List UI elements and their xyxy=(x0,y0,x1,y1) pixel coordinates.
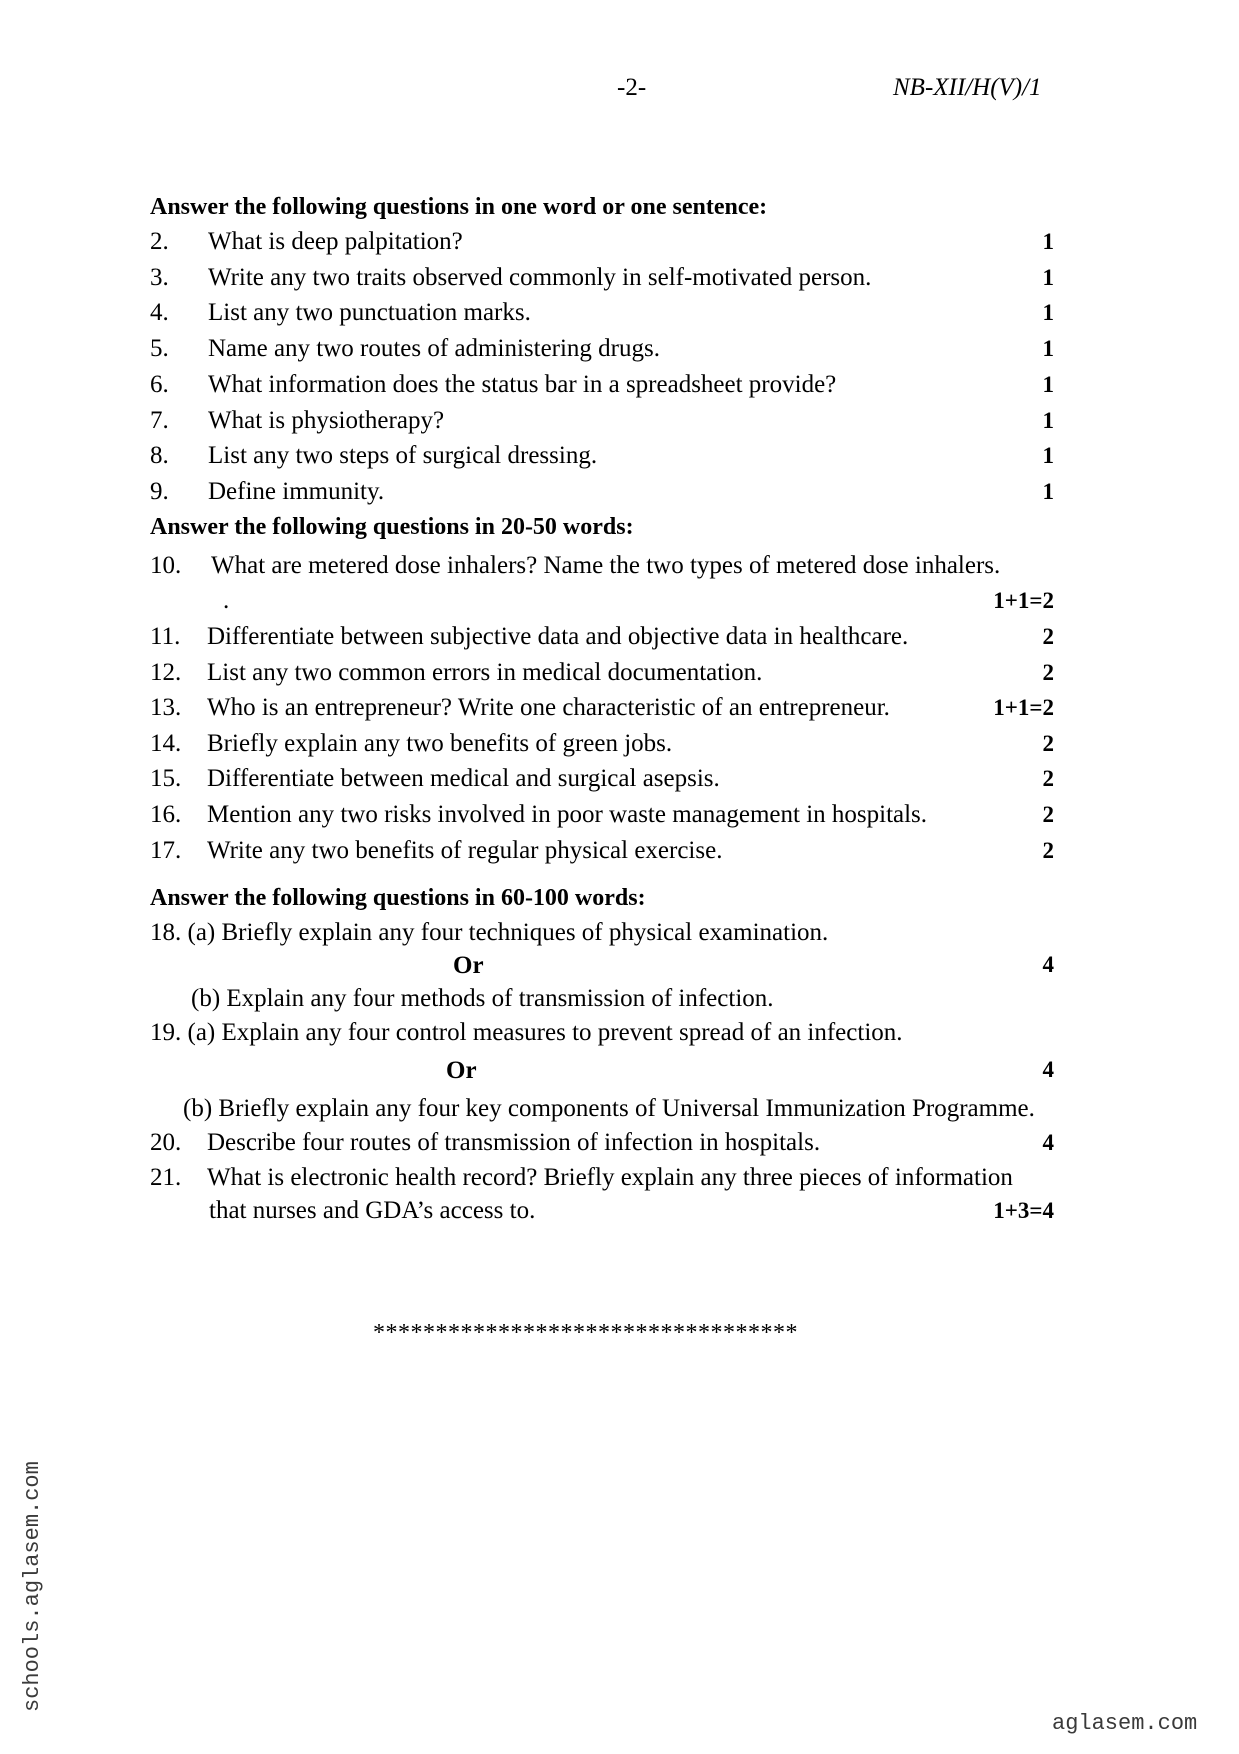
question-marks: 2 xyxy=(1042,730,1054,756)
paper-code: NB-XII/H(V)/1 xyxy=(893,74,1042,101)
question-marks: 1+1=2 xyxy=(993,588,1054,613)
question-text: Mention any two risks involved in poor waste management in hospitals. xyxy=(207,801,928,828)
question-number: 14. xyxy=(150,729,182,757)
question-number: 8. xyxy=(150,442,169,470)
question-text: Who is an entrepreneur? Write one characteristic of an entrepreneur. xyxy=(207,694,890,722)
question-text: Differentiate between medical and surgical asepsis. xyxy=(207,765,720,793)
question-marks: 2 xyxy=(1042,659,1054,685)
question-text: Define immunity. xyxy=(208,477,385,505)
watermark-bottom: aglasem.com xyxy=(1052,1711,1198,1736)
question-text: List any two steps of surgical dressing. xyxy=(208,442,598,470)
or-label: Or xyxy=(453,952,484,979)
question-number: 4. xyxy=(150,299,169,327)
question-marks: 1 xyxy=(1042,300,1054,326)
question-number: 17. xyxy=(150,836,182,864)
question-marks: 1+1=2 xyxy=(993,695,1054,721)
question-marks: 1+3=4 xyxy=(993,1198,1054,1223)
question-text: What is physiotherapy? xyxy=(208,406,445,434)
question-text: What are metered dose inhalers? Name the two types of metered dose inhalers. xyxy=(211,552,1001,579)
question-18a: 18. (a) Briefly explain any four techniques of physical examination. xyxy=(150,919,829,946)
question-number: 9. xyxy=(150,477,169,505)
question-text: What is deep palpitation? xyxy=(208,228,463,255)
question-marks: 1 xyxy=(1042,371,1054,397)
question-number: 10. xyxy=(150,552,182,579)
question-number: 13. xyxy=(150,694,182,722)
question-marks: 1 xyxy=(1042,264,1054,290)
continuation-dot: . xyxy=(223,587,230,614)
question-text-line1: What is electronic health record? Briefly explain any three pieces of information xyxy=(207,1164,1013,1191)
question-text: Differentiate between subjective data and objective data in healthcare. xyxy=(207,623,909,650)
question-text: Write any two traits observed commonly in self-motivated person. xyxy=(208,263,872,291)
question-marks: 4 xyxy=(1042,1130,1054,1155)
question-text: Describe four routes of transmission of infection in hospitals. xyxy=(207,1129,821,1156)
question-text: Briefly explain any two benefits of green jobs. xyxy=(207,729,673,757)
question-text: Name any two routes of administering drugs. xyxy=(208,335,660,363)
end-of-paper-stars: ********************************** xyxy=(373,1320,798,1346)
question-number: 7. xyxy=(150,406,169,434)
question-number: 12. xyxy=(150,658,182,686)
question-text: List any two punctuation marks. xyxy=(208,299,531,327)
question-marks: 1 xyxy=(1042,443,1054,469)
question-text-line2: that nurses and GDA’s access to. xyxy=(209,1197,536,1224)
question-number: 15. xyxy=(150,765,182,793)
question-marks: 4 xyxy=(1042,952,1054,977)
question-number: 21. xyxy=(150,1164,182,1191)
question-19a: 19. (a) Explain any four control measures to prevent spread of an infection. xyxy=(150,1019,903,1046)
question-marks: 2 xyxy=(1042,624,1054,649)
question-number: 6. xyxy=(150,370,169,398)
question-number: 2. xyxy=(150,228,169,255)
question-number: 16. xyxy=(150,801,182,828)
section1-heading: Answer the following questions in one word or one sentence: xyxy=(150,194,768,220)
question-marks: 2 xyxy=(1042,766,1054,792)
question-number: 3. xyxy=(150,263,169,291)
page-number: -2- xyxy=(617,74,647,101)
question-marks: 1 xyxy=(1042,336,1054,362)
or-label: Or xyxy=(446,1057,477,1084)
watermark-side: schools.aglasem.com xyxy=(20,1461,45,1712)
question-marks: 1 xyxy=(1042,478,1054,504)
question-marks: 2 xyxy=(1042,837,1054,863)
question-18b: (b) Explain any four methods of transmission of infection. xyxy=(191,985,774,1012)
question-marks: 2 xyxy=(1042,802,1054,827)
question-text: Write any two benefits of regular physical exercise. xyxy=(207,836,723,864)
section2-heading: Answer the following questions in 20-50 words: xyxy=(150,514,634,540)
question-marks: 1 xyxy=(1042,229,1054,254)
question-text: List any two common errors in medical documentation. xyxy=(207,658,763,686)
question-19b: (b) Briefly explain any four key components of Universal Immunization Programme. xyxy=(183,1095,1035,1122)
question-number: 5. xyxy=(150,335,169,363)
question-marks: 4 xyxy=(1042,1057,1054,1082)
question-number: 11. xyxy=(150,623,181,650)
question-number: 20. xyxy=(150,1129,182,1156)
question-text: What information does the status bar in a spreadsheet provide? xyxy=(208,370,837,398)
section3-heading: Answer the following questions in 60-100 words: xyxy=(150,885,646,911)
question-marks: 1 xyxy=(1042,407,1054,433)
